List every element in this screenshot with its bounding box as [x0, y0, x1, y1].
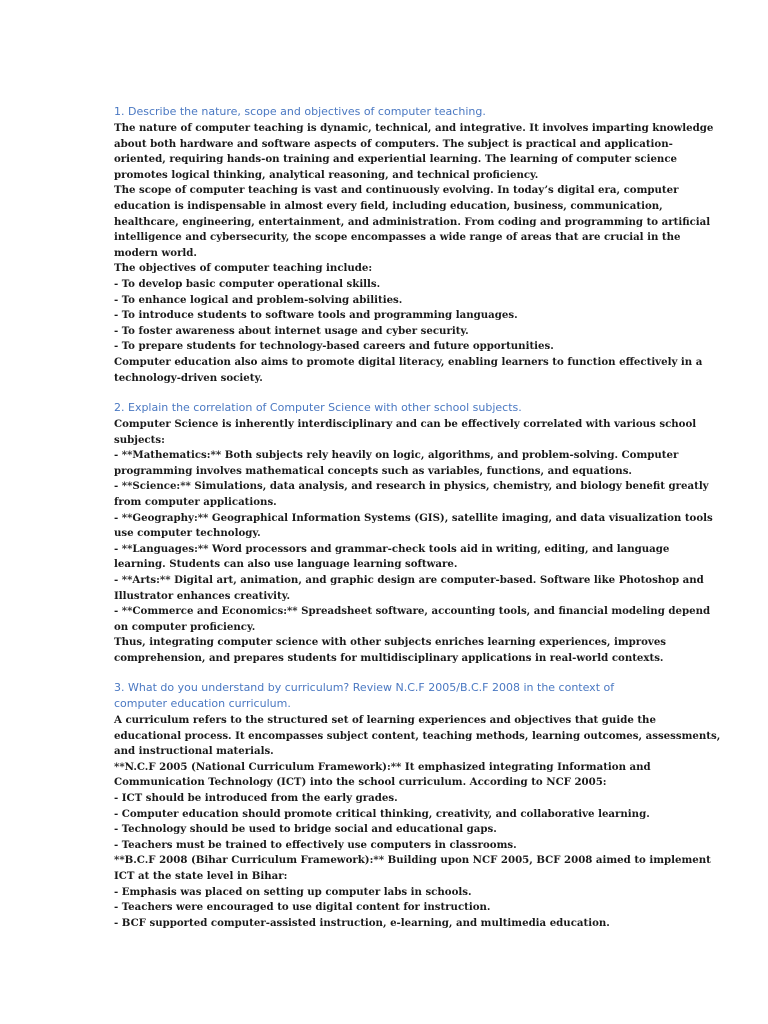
text-line: - Emphasis was placed on setting up computer labs in schools.: [114, 885, 472, 898]
text-line: - Technology should be used to bridge social and educational gaps.: [114, 823, 497, 836]
text-line: **B.C.F 2008 (Bihar Curriculum Framework):** Building upon NCF 2005, BCF 2008 aimed to implement: [114, 854, 711, 867]
section-1: [114, 104, 714, 386]
text-line: - Computer education should promote critical thinking, creativity, and collaborative learning.: [114, 807, 650, 820]
text-line: **N.C.F 2005 (National Curriculum Framework):** It emphasized integrating Information and: [114, 760, 651, 773]
text-line: healthcare, engineering, entertainment, and administration. From coding and programming to artificial: [114, 215, 711, 228]
text-line: - **Arts:** Digital art, animation, and graphic design are computer-based. Software like Photoshop and: [114, 573, 704, 586]
text-line: - **Commerce and Economics:** Spreadsheet software, accounting tools, and financial modeling depend: [114, 605, 711, 618]
text-line: Computer education also aims to promote digital literacy, enabling learners to function effectively in a: [114, 355, 703, 368]
text-line: educational process. It encompasses subject content, teaching methods, learning outcomes, assessments,: [114, 729, 721, 742]
text-line: The nature of computer teaching is dynamic, technical, and integrative. It involves imparting knowledge: [114, 122, 714, 134]
text-line: - To develop basic computer operational skills.: [114, 277, 381, 290]
text-line: - **Science:** Simulations, data analysis, and research in physics, chemistry, and biology benefit greatly: [114, 480, 709, 493]
text-line: comprehension, and prepares students for multidisciplinary applications in real-world contexts.: [114, 651, 664, 664]
text-line: on computer proficiency.: [114, 620, 256, 633]
text-line: - To introduce students to software tools and programming languages.: [114, 309, 518, 322]
section-3: [114, 680, 721, 931]
text-line: Illustrator enhances creativity.: [114, 589, 291, 602]
section-body: [114, 713, 721, 931]
text-line: intelligence and cybersecurity, the scope encompasses a wide range of areas that are crucial in the: [114, 231, 681, 244]
text-line: Thus, integrating computer science with other subjects enriches learning experiences, improves: [114, 636, 667, 649]
text-line: promotes logical thinking, analytical reasoning, and technical proficiency.: [114, 168, 539, 181]
text-line: - Teachers were encouraged to use digital content for instruction.: [114, 901, 491, 914]
text-line: subjects:: [114, 433, 165, 446]
text-line: - ICT should be introduced from the early grades.: [114, 791, 398, 804]
text-line: - Teachers must be trained to effectively use computers in classrooms.: [114, 838, 517, 851]
text-line: programming involves mathematical concepts such as variables, functions, and equations.: [114, 464, 632, 477]
text-line: oriented, requiring hands-on training and experiential learning. The learning of computer science: [114, 153, 678, 166]
text-line: and instructional materials.: [114, 745, 274, 758]
section-body: [114, 417, 713, 667]
text-line: use computer technology.: [114, 527, 261, 540]
section-heading: 2. Explain the correlation of Computer Science with other school subjects.: [114, 401, 522, 414]
text-line: The objectives of computer teaching include:: [114, 262, 373, 275]
section-2: [114, 400, 713, 667]
text-line: technology-driven society.: [114, 371, 263, 384]
text-line: - **Mathematics:** Both subjects rely heavily on logic, algorithms, and problem-solving. Computer: [114, 449, 679, 462]
text-line: about both hardware and software aspects of computers. The subject is practical and application-: [114, 137, 673, 150]
text-line: - **Geography:** Geographical Information Systems (GIS), satellite imaging, and data visualization tools: [114, 511, 713, 524]
text-line: - To prepare students for technology-based careers and future opportunities.: [114, 340, 554, 353]
text-line: - To foster awareness about internet usage and cyber security.: [114, 324, 469, 337]
section-heading: 1. Describe the nature, scope and objectives of computer teaching.: [114, 105, 486, 118]
section-heading: 3. What do you understand by curriculum? Review N.C.F 2005/B.C.F 2008 in the context of computer education curriculum.: [114, 681, 615, 710]
text-line: from computer applications.: [114, 495, 277, 508]
text-line: modern world.: [114, 246, 197, 259]
text-line: Communication Technology (ICT) into the school curriculum. According to NCF 2005:: [114, 776, 607, 789]
text-line: A curriculum refers to the structured set of learning experiences and objectives that guide the: [114, 714, 656, 726]
text-line: - To enhance logical and problem-solving abilities.: [114, 293, 403, 306]
section-body: [114, 121, 714, 386]
text-line: ICT at the state level in Bihar:: [114, 869, 288, 882]
text-line: Computer Science is inherently interdisciplinary and can be effectively correlated with various school: [114, 418, 697, 430]
text-line: learning. Students can also use language learning software.: [114, 558, 458, 571]
text-line: education is indispensable in almost every field, including education, business, communication,: [114, 199, 663, 212]
text-line: The scope of computer teaching is vast and continuously evolving. In today’s digital era, computer: [114, 184, 679, 197]
text-line: - **Languages:** Word processors and grammar-check tools aid in writing, editing, and language: [114, 542, 670, 555]
text-line: - BCF supported computer-assisted instruction, e-learning, and multimedia education.: [114, 916, 610, 929]
